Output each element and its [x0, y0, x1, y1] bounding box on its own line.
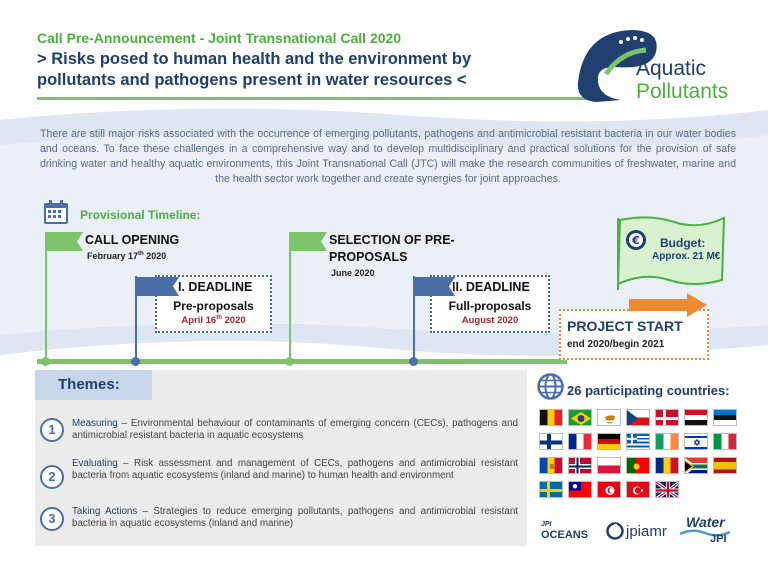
- page-title-line1: > Risks posed to human health and the environment by: [37, 50, 472, 68]
- euro-icon: [625, 229, 647, 251]
- theme-item-2: Evaluating – Risk assessment and management of CECs, pathogens and antimicrobial resistant bacteria from aquatic ecosystems (inland and marine) to human health and environment: [72, 458, 518, 481]
- flag-czech-republic-icon: [626, 409, 650, 426]
- timeline-title: Provisional Timeline:: [80, 208, 201, 222]
- flag-cyprus-icon: [597, 409, 621, 426]
- flag-brazil-icon: [568, 409, 592, 426]
- svg-text:€: €: [632, 234, 640, 247]
- selection-title-line1: SELECTION OF PRE-: [329, 233, 455, 247]
- flag-taiwan-icon: [568, 481, 592, 498]
- theme-item-3: Taking Actions – Strategies to reduce emerging pollutants, pathogens and antimicrobial resistant bacteria in aquatic ecosystems (inland and marine): [72, 506, 518, 529]
- jpiamr-logo-icon: [606, 522, 624, 540]
- flag-norway-icon: [568, 457, 592, 474]
- project-start-arrow: [559, 293, 709, 317]
- flag-deadline1: [137, 277, 179, 296]
- flag-tunisia-icon: [597, 481, 621, 498]
- logo-word-pollutants: Pollutants: [636, 80, 729, 103]
- theme-number-1: 1: [40, 418, 64, 442]
- flag-turkey-icon: [626, 481, 650, 498]
- timeline-line: [37, 359, 567, 364]
- deadline1-date: April 16th 2020: [181, 315, 246, 327]
- call-opening-date: February 17th 2020: [87, 251, 167, 261]
- project-start-title: PROJECT START: [567, 318, 683, 334]
- theme-item-1: Measuring – Environmental behaviour of contaminants of emerging concern (CECs), pathogens and antimicrobial resistant bacteria in aquatic ecosystems: [72, 418, 518, 441]
- theme-number-3: 3: [40, 507, 64, 531]
- deadline2-subtitle: Full-proposals: [448, 299, 532, 313]
- flag-pole-selection: [289, 232, 291, 360]
- flag-germany-icon: [597, 433, 621, 450]
- countries-title: 26 participating countries:: [567, 383, 730, 398]
- flag-portugal-icon: [626, 457, 650, 474]
- flag-romania-icon: [655, 457, 679, 474]
- page-title-line2: pollutants and pathogens present in water resources <: [37, 71, 467, 89]
- flag-israel-icon: [684, 433, 708, 450]
- flag-pole-call-opening: [45, 232, 47, 360]
- themes-title: Themes:: [58, 376, 120, 393]
- calendar-icon: [43, 199, 69, 225]
- flag-italy-icon: [713, 433, 737, 450]
- flag-united-kingdom-icon: [655, 481, 679, 498]
- flag-greece-icon: [626, 433, 650, 450]
- flag-france-icon: [568, 433, 592, 450]
- selection-date: June 2020: [331, 268, 375, 278]
- announcement-label: Call Pre-Announcement - Joint Transnational Call 2020: [37, 30, 402, 46]
- jpi-oceans-logo-top: JPI: [541, 521, 552, 528]
- deadline1-title: I. DEADLINE: [178, 280, 253, 294]
- jpiamr-logo-text: jpiamr: [626, 523, 667, 540]
- globe-icon: [537, 373, 564, 400]
- flag-finland-icon: [539, 433, 563, 450]
- flag-egypt-icon: [684, 409, 708, 426]
- flag-spain-icon: [713, 457, 737, 474]
- flag-moldova-icon: [539, 457, 563, 474]
- flag-call-opening: [47, 232, 83, 251]
- budget-value: Approx. 21 M€: [652, 251, 721, 262]
- flag-estonia-icon: [713, 409, 737, 426]
- jpi-oceans-logo-bottom: OCEANS: [541, 529, 589, 541]
- flag-selection: [291, 232, 327, 251]
- budget-label: Budget:: [660, 236, 706, 250]
- logo-word-aquatic: Aquatic: [636, 57, 707, 80]
- flag-belgium-icon: [539, 409, 563, 426]
- deadline2-title: II. DEADLINE: [452, 280, 530, 294]
- flag-deadline2: [415, 277, 455, 296]
- theme-number-2: 2: [40, 465, 64, 489]
- deadline1-subtitle: Pre-proposals: [173, 299, 254, 313]
- flag-sweden-icon: [539, 481, 563, 498]
- flag-poland-icon: [597, 457, 621, 474]
- flag-south-africa-icon: [684, 457, 708, 474]
- deadline2-date: August 2020: [461, 315, 519, 326]
- flag-ireland-icon: [655, 433, 679, 450]
- project-start-date: end 2020/begin 2021: [567, 339, 665, 350]
- water-jpi-logo-bottom: JPI: [710, 533, 727, 545]
- water-jpi-logo-top: Water: [686, 514, 725, 530]
- intro-paragraph: There are still major risks associated with the occurrence of emerging pollutants, pathogens and antimicrobial resistant bacteria in our water bodies and oceans. To face these challenges in a comprehensive way and to develop multidisciplinary and practical solutions for the provision of safe drinking water and healthy aquatic environments, this Joint Transnational Call (JTC) will make the research communities of freshwater, marine and the health sector work together and create synergies for joint approaches.: [40, 128, 736, 185]
- selection-title-line2: PROPOSALS: [329, 250, 408, 264]
- flag-denmark-icon: [655, 409, 679, 426]
- call-opening-title: CALL OPENING: [85, 233, 180, 247]
